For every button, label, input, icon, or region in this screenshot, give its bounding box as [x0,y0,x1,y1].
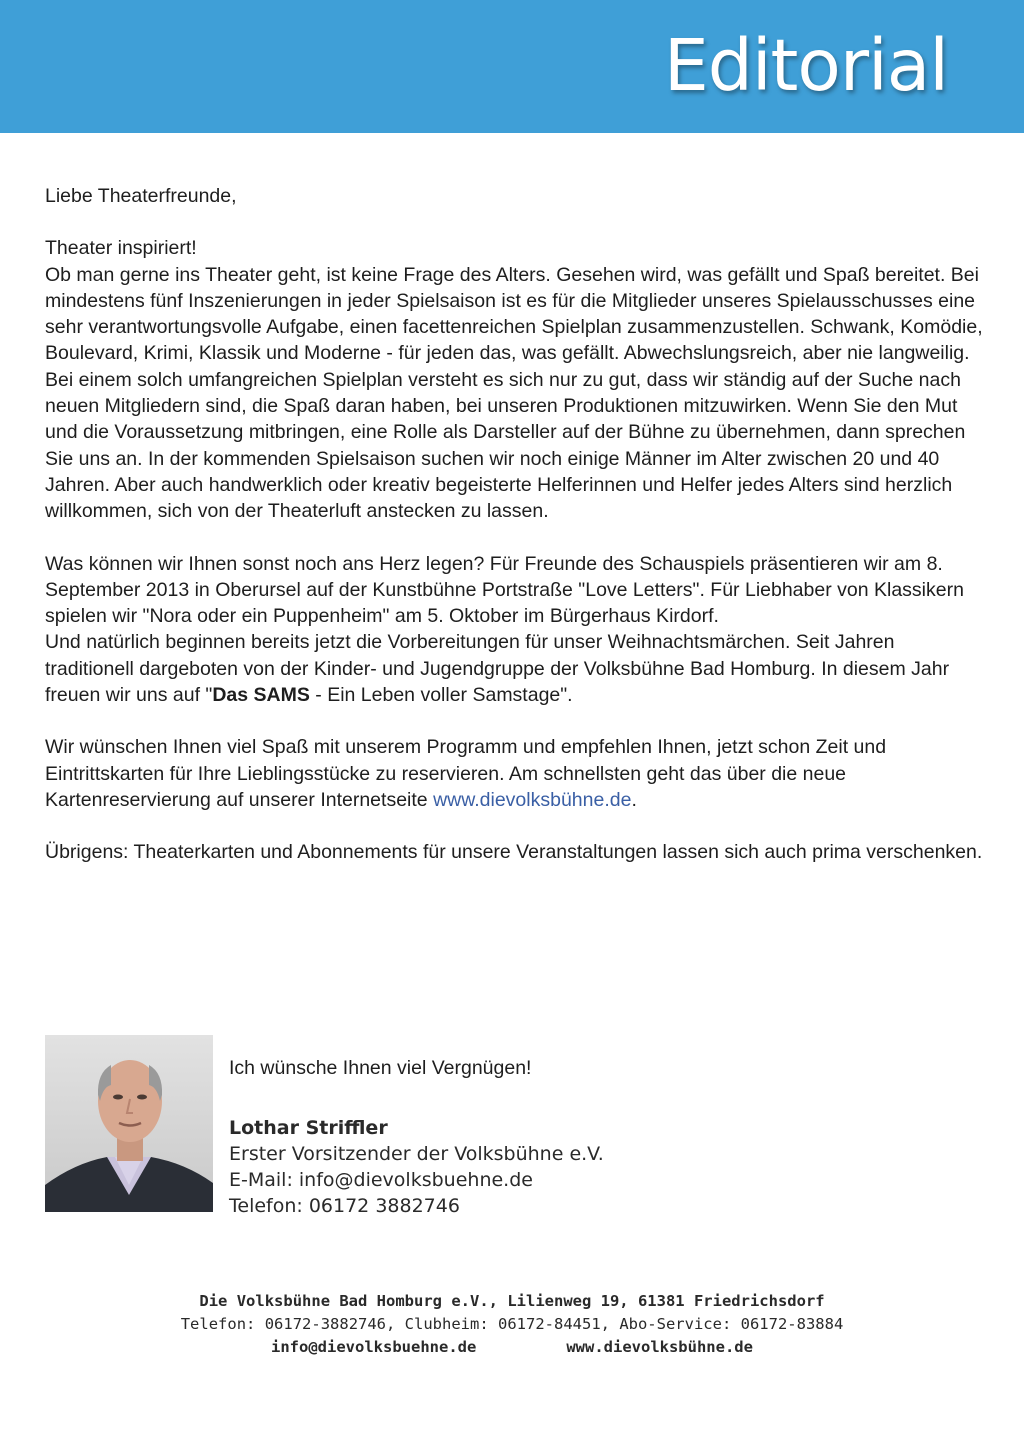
signature-name: Lothar Striffler [229,1117,388,1139]
letter-body [45,183,985,866]
footer-address: Die Volksbühne Bad Homburg e.V., Lilienweg 19, 61381 Friedrichsdorf [199,1292,825,1310]
footer-phones: Telefon: 06172-3882746, Clubheim: 06172-84451, Abo-Service: 06172-83884 [180,1315,844,1333]
signature-phone: Telefon: 06172 3882746 [229,1195,460,1217]
signature-email: E-Mail: info@dievolksbuehne.de [229,1169,533,1191]
author-photo [45,1035,213,1212]
header-banner [0,0,1024,133]
page-title: Editorial [663,24,948,107]
paragraph: Wir wünschen Ihnen viel Spaß mit unserem Programm und empfehlen Ihnen, jetzt schon Zeit und Eintrittskarten für Ihre Lieblingsstücke zu reservieren. Am schnellsten geht das über die neue Kartenreservierung auf unserer Internetseite www.dievolksbühne.de. [45,736,887,811]
paragraph: Und natürlich beginnen bereits jetzt die Vorbereitungen für unser Weihnachtsmärchen. Seit Jahren traditionell dargeboten von der Kinder- und Jugendgruppe der Volksbühne Bad Homburg. In diesem Jahr freuen wir uns auf "Das SAMS - Ein Leben voller Samstage". [45,631,950,707]
highlight-title: Das SAMS [212,684,310,707]
footer [0,1290,1024,1359]
footer-contact [0,1336,1024,1359]
footer-email[interactable]: info@dievolksbuehne.de [271,1338,477,1356]
salutation: Liebe Theaterfreunde, [45,185,237,207]
paragraph: Übrigens: Theaterkarten und Abonnements für unsere Veranstaltungen lassen sich auch prima verschenken. [45,841,983,864]
signature-role: Erster Vorsitzender der Volksbühne e.V. [229,1143,604,1165]
paragraph: Ob man gerne ins Theater geht, ist keine Frage des Alters. Gesehen wird, was gefällt und Spaß bereitet. Bei mindestens fünf Inszenierungen in jeder Spielsaison ist es für die Mitglieder unseres Spielausschusses eine sehr verantwortungsvolle Aufgabe, einen facettenreichen Spielplan zusammenzustellen. Schwank, Komödie, Boulevard, Krimi, Klassik und Moderne - für jeden das, was gefällt. Abwechslungsreich, aber nie langweilig. [45,263,983,365]
paragraph: Was können wir Ihnen sonst noch ans Herz legen? Für Freunde des Schauspiels präsentieren wir am 8. September 2013 in Oberursel auf der Kunstbühne Portstraße "Love Letters". Für Liebhaber von Klassikern spielen wir "Nora oder ein Puppenheim" am 5. Oktober im Bürgerhaus Kirdorf. [45,552,964,628]
paragraph-title: Theater inspiriert! [45,237,197,260]
closing-line: Ich wünsche Ihnen viel Vergnügen! [229,1057,532,1079]
footer-website[interactable]: www.dievolksbühne.de [566,1338,753,1356]
paragraph: Bei einem solch umfangreichen Spielplan versteht es sich nur zu gut, dass wir ständig auf der Suche nach neuen Mitgliedern sind, die Spaß daran haben, bei unseren Produktionen mitzuwirken. Wenn Sie den Mut und die Voraussetzung mitbringen, eine Rolle als Darsteller auf der Bühne zu übernehmen, dann sprechen Sie uns an. In der kommenden Spielsaison suchen wir noch einige Männer im Alter zwischen 20 und 40 Jahren. Aber auch handwerklich oder kreativ begeisterte Helferinnen und Helfer jedes Alters sind herzlich willkommen, sich von der Theaterluft anstecken zu lassen. [45,368,966,523]
signature-block [229,1115,604,1219]
website-link[interactable]: www.dievolksbühne.de [433,788,632,811]
